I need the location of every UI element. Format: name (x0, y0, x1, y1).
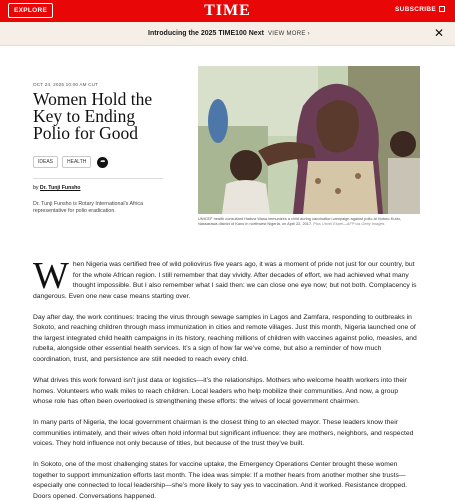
paragraph-3: What drives this work forward isn’t just data or logistics—it’s the relationships. Mothers who welcome health workers into their homes. Volunteers who walk miles to reach children. Local leaders who help mobilize their communities. And now, a group whose role has often been overlooked is strengthening these efforts: the wives of local government chairmen. (33, 376, 407, 406)
hero-photo-illustration (198, 66, 420, 214)
view-more-link[interactable]: VIEW MORE › (268, 30, 310, 37)
hero-photo (198, 66, 420, 214)
byline-prefix: by (33, 185, 40, 191)
author-bio: Dr. Tunji Funsho is Rotary International’s Africa representative for polio eradication. (33, 201, 144, 214)
promo-banner (0, 22, 455, 46)
shopping-bag-icon (439, 6, 445, 12)
subscribe-button[interactable] (395, 6, 445, 13)
byline (33, 185, 80, 191)
explore-button[interactable]: EXPLORE (8, 3, 53, 18)
photo-credit: Pius Utomi Ekpei—AFP via Getty Images (313, 221, 385, 227)
article-headline: Women Hold the Key to Ending Polio for Good (33, 89, 153, 143)
paragraph-1 (33, 255, 419, 302)
top-nav-bar (0, 0, 455, 22)
article-dateline: OCT 24, 2025 10:00 AM CUT (33, 82, 99, 87)
caption-text: UNICEF health consultant Hadiza Wasa immunizes a child during vaccination campaign against polio at Hotoro-Kudu, Nassarawa district of Kano in northwest Nigeria, on April 22, 2017. (198, 216, 401, 227)
promo-text: Introducing the 2025 TIME100 Next (148, 30, 264, 37)
subscribe-label: SUBSCRIBE (395, 6, 436, 13)
article-body (33, 255, 419, 500)
tag-health[interactable]: HEALTH (62, 156, 91, 168)
paragraph-2: Day after day, the work continues: tracing the virus through sewage samples in Lagos and Zamfara, responding to outbreaks in Sokoto, and reaching children through mass immunization in cities and remote villages. Just this month, Nigeria launched one of the largest integrated child health campaigns in its history, reaching millions of children with vaccines against polio, measles, and rubella, alongside other essential health services. It’s a sign of how far we’ve come, but also a reminder of how much coordination, trust, and persistence are still needed to reach every child. (33, 313, 417, 364)
drop-cap: W (33, 255, 69, 297)
share-icon[interactable]: ➦ (97, 157, 108, 168)
article-tags (33, 156, 108, 168)
divider (33, 178, 163, 179)
photo-caption (198, 216, 420, 226)
paragraph-1-text: hen Nigeria was certified free of wild poliovirus five years ago, it was a moment of pride not just for our country, but for the whole African region. I still remember that day vividly. After decades of effort, we had achieved what many thought impossible. But I also remember what I said then: we can close one eye now; but not both. Complacency is dangerous. Even one new case means starting over. (33, 261, 417, 300)
close-icon[interactable]: ✕ (433, 26, 444, 40)
time-logo[interactable]: TIME (204, 2, 251, 19)
paragraph-5: In Sokoto, one of the most challenging states for vaccine uptake, the Emergency Operations Center brought these women together to support immunization efforts last month. The idea was simple: If a mother hears from another mother she trusts—especially one connected to local leadership—she’s more likely to say yes to vaccination. And it worked. Resistance dropped. Doors opened. Conversations happened. (33, 461, 407, 500)
paragraph-4: In many parts of Nigeria, the local government chairman is the closest thing to an elected mayor. These leaders know their communities intimately, and their wives often hold informal but significant influence: they are mothers, neighbors, and respected voices. They hold influence not only because of titles, but because of the trust they’ve built. (33, 419, 414, 448)
author-link[interactable]: Dr. Tunji Funsho (39, 185, 81, 191)
tag-ideas[interactable]: IDEAS (33, 156, 58, 168)
